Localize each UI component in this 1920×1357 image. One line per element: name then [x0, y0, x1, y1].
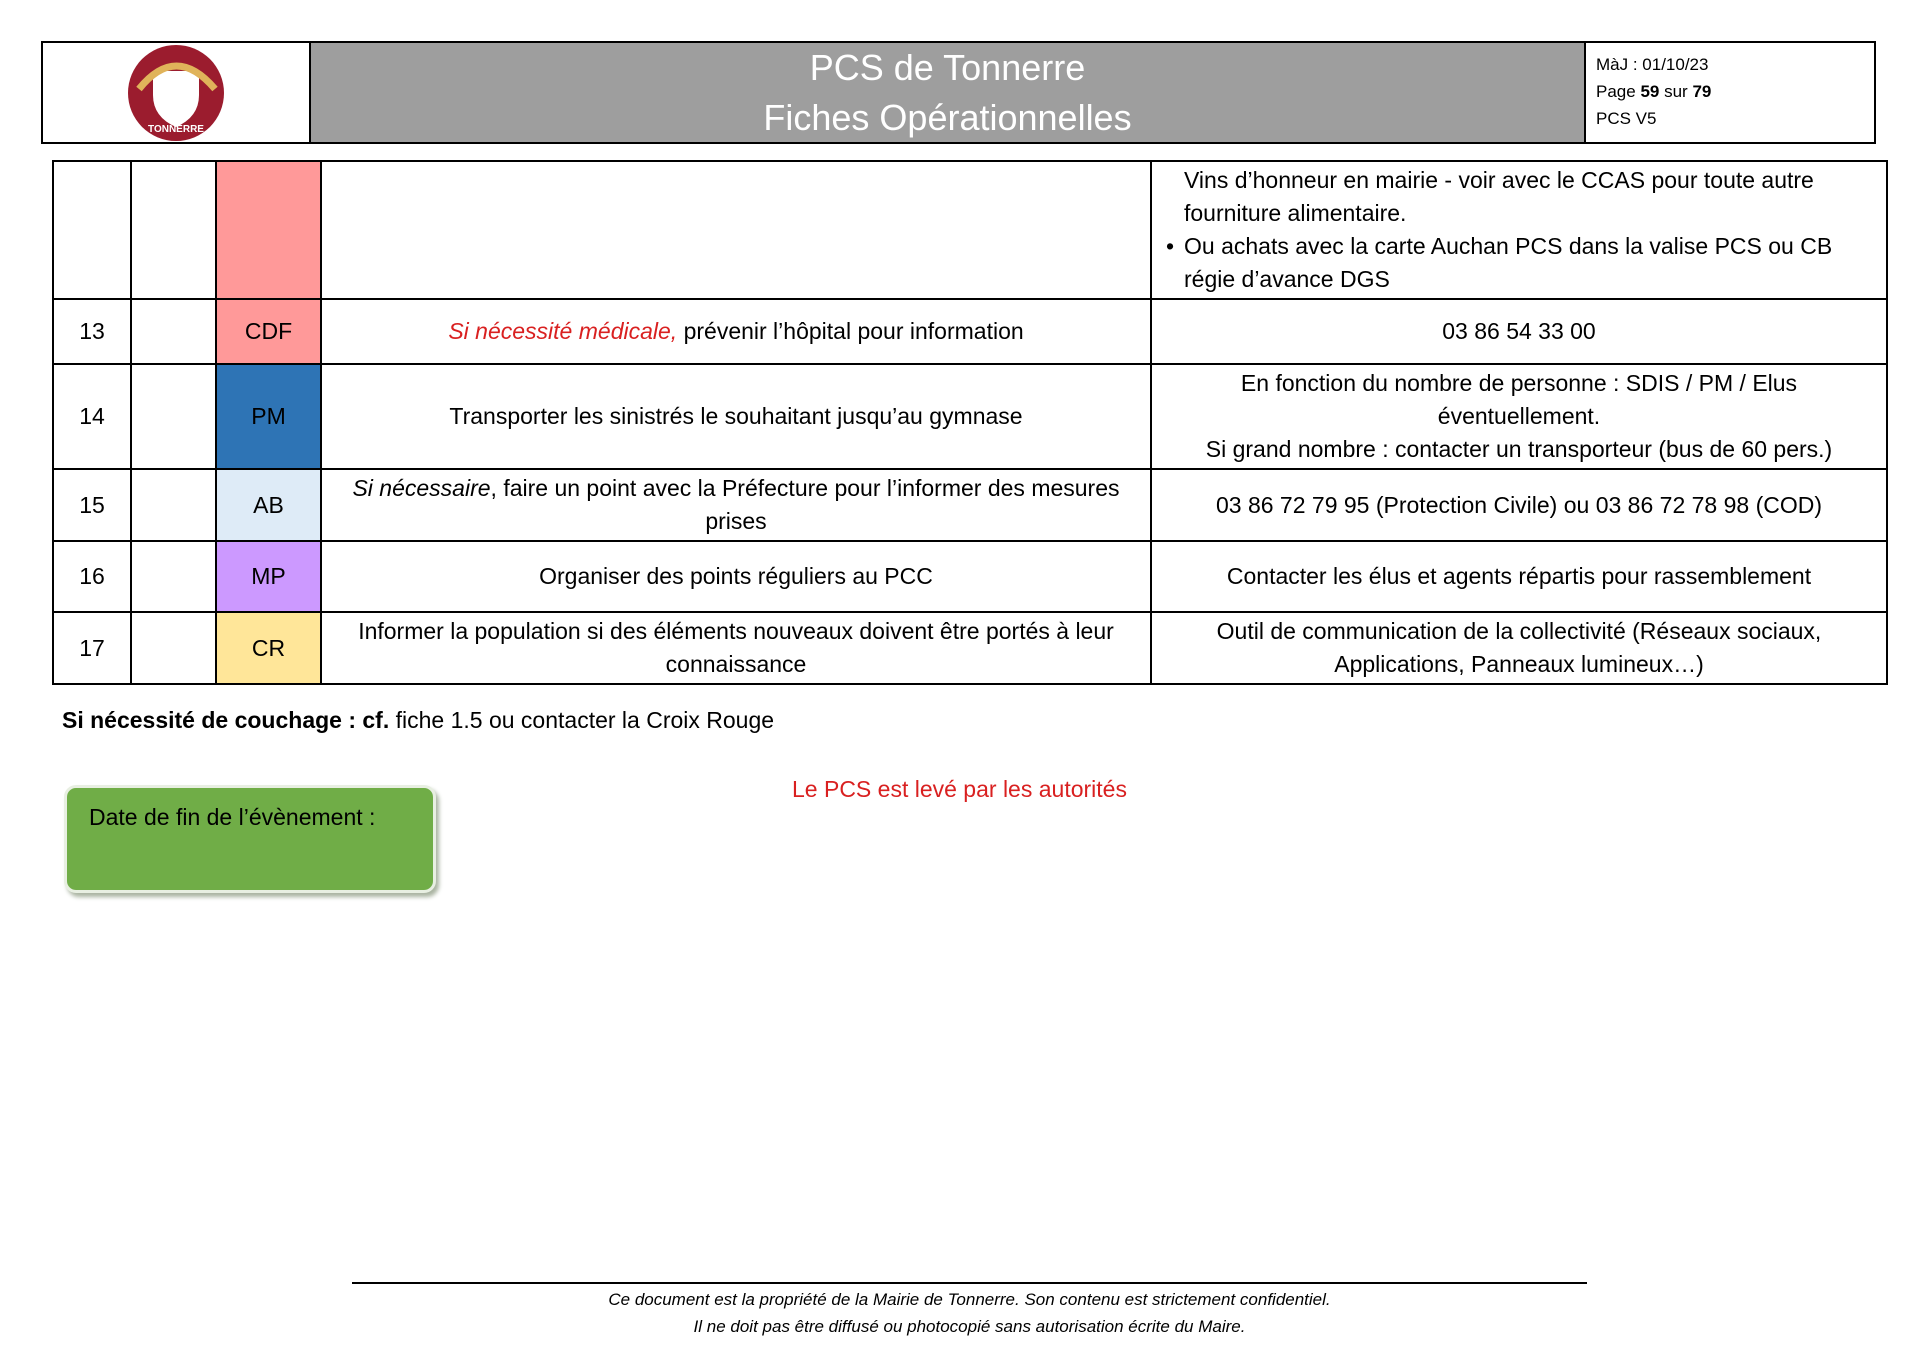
resource-cell: Outil de communication de la collectivité (Réseaux sociaux, Applications, Panneaux lumineux…) [1151, 612, 1887, 684]
row-number [53, 161, 131, 299]
row-number: 16 [53, 541, 131, 612]
page-footer [352, 1286, 1587, 1340]
action-emphasis: Si nécessaire [352, 475, 491, 501]
document-meta [1586, 43, 1874, 142]
row-check [131, 364, 216, 469]
table-row [53, 299, 1887, 364]
resource-bullet: • Ou achats avec la carte Auchan PCS dans la valise PCS ou CB régie d’avance DGS [1184, 230, 1872, 296]
footer-line-2: Il ne doit pas être diffusé ou photocopié sans autorisation écrite du Maire. [693, 1317, 1246, 1336]
action-cell: Informer la population si des éléments nouveaux doivent être portés à leur connaissance [321, 612, 1151, 684]
end-date-label: Date de fin de l’évènement : [89, 804, 376, 830]
role-code: PM [216, 364, 321, 469]
resource-cell: En fonction du nombre de personne : SDIS / PM / Elus éventuellement. Si grand nombre : contacter un transporteur (bus de 60 pers.) [1151, 364, 1887, 469]
document-title [311, 43, 1586, 142]
couchage-note: Si nécessité de couchage : cf. fiche 1.5 ou contacter la Croix Rouge [62, 707, 775, 733]
role-code: MP [216, 541, 321, 612]
footer-line-1: Ce document est la propriété de la Mairie de Tonnerre. Son contenu est strictement confidentiel. [608, 1290, 1331, 1309]
version-label: PCS V5 [1596, 109, 1657, 128]
table-row [53, 541, 1887, 612]
action-cell: Organiser des points réguliers au PCC [321, 541, 1151, 612]
table-row [53, 364, 1887, 469]
table-row [53, 161, 1887, 299]
row-check [131, 612, 216, 684]
action-cell: Transporter les sinistrés le souhaitant jusqu’au gymnase [321, 364, 1151, 469]
resource-cell: 03 86 54 33 00 [1151, 299, 1887, 364]
title-line-1: PCS de Tonnerre [809, 46, 1086, 88]
resource-line: Vins d’honneur en mairie - voir avec le CCAS pour toute autre fourniture alimentaire. [1184, 167, 1814, 226]
title-line-2: Fiches Opérationnelles [763, 96, 1132, 138]
operations-table [52, 160, 1888, 685]
row-check [131, 299, 216, 364]
end-date-box[interactable] [64, 785, 436, 893]
table-row [53, 612, 1887, 684]
resource-cell: Contacter les élus et agents répartis pour rassemblement [1151, 541, 1887, 612]
row-check [131, 161, 216, 299]
update-date: MàJ : 01/10/23 [1596, 55, 1709, 74]
logo-cell [43, 43, 311, 142]
footer-divider [352, 1282, 1587, 1284]
row-check [131, 541, 216, 612]
tonnerre-logo [123, 43, 229, 143]
row-number: 17 [53, 612, 131, 684]
action-cell: Si nécessaire, faire un point avec la Préfecture pour l’informer des mesures prises [321, 469, 1151, 541]
pcs-lifted-notice: Le PCS est levé par les autorités [792, 776, 1127, 802]
role-code: CDF [216, 299, 321, 364]
row-number: 14 [53, 364, 131, 469]
action-cell: Si nécessité médicale, prévenir l’hôpital pour information [321, 299, 1151, 364]
action-emphasis: Si nécessité médicale, [448, 318, 678, 344]
svg-text:TONNERRE: TONNERRE [148, 123, 204, 135]
row-number: 15 [53, 469, 131, 541]
resource-cell [1151, 161, 1887, 299]
action-cell [321, 161, 1151, 299]
row-check [131, 469, 216, 541]
table-row [53, 469, 1887, 541]
bullet-icon: • [1166, 233, 1175, 259]
resource-cell: 03 86 72 79 95 (Protection Civile) ou 03 86 72 78 98 (COD) [1151, 469, 1887, 541]
role-code: CR [216, 612, 321, 684]
role-code [216, 161, 321, 299]
page-current: 59 [1640, 82, 1660, 101]
row-number: 13 [53, 299, 131, 364]
page-header [41, 41, 1876, 144]
page-total: 79 [1692, 82, 1712, 101]
role-code: AB [216, 469, 321, 541]
page-counter: Page 59 sur 79 [1596, 82, 1712, 101]
